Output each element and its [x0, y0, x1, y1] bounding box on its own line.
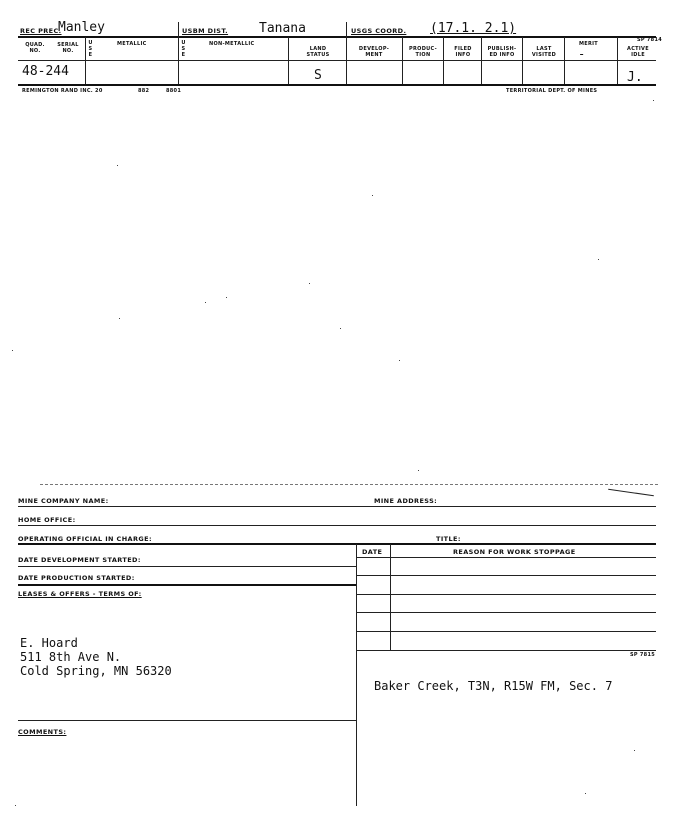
- card-edge-rule: [40, 484, 658, 485]
- leases-line-2: 511 8th Ave N.: [20, 650, 122, 664]
- dev-started-rule: [18, 566, 356, 567]
- mine-address-label: MINE ADDRESS:: [374, 497, 438, 505]
- stoppage-date-divider: [390, 544, 391, 650]
- department-imprint: TERRITORIAL DEPT. OF MINES: [506, 88, 598, 94]
- speck: [117, 165, 118, 166]
- form-number-top: SP 7814: [637, 37, 663, 43]
- speck: [340, 328, 341, 329]
- stoppage-row-rule: [356, 594, 656, 595]
- leases-label: LEASES & OFFERS - TERMS OF:: [18, 590, 142, 598]
- speck: [15, 805, 16, 806]
- active-idle-value: J.: [627, 70, 643, 85]
- col-merit: MERIT: [579, 41, 599, 47]
- mine-company-label: MINE COMPANY NAME:: [18, 497, 109, 505]
- comments-label: COMMENTS:: [18, 728, 67, 736]
- col-metallic: METALLIC: [117, 41, 147, 47]
- speck: [372, 195, 373, 196]
- operating-official-rule: [18, 543, 656, 545]
- speck: [309, 283, 310, 284]
- col-divider: [443, 37, 444, 84]
- speck: [12, 350, 13, 351]
- col-active-idle: ACTIVE IDLE: [627, 46, 649, 58]
- col-divider: [178, 22, 179, 84]
- home-office-label: HOME OFFICE:: [18, 516, 76, 524]
- speck: [205, 302, 206, 303]
- leases-line-3: Cold Spring, MN 56320: [20, 664, 172, 678]
- stoppage-left-border: [356, 544, 357, 806]
- header-bottom-rule: [18, 84, 656, 86]
- dev-started-label: DATE DEVELOPMENT STARTED:: [18, 556, 141, 564]
- usbm-dist-label: USBM DIST.: [182, 27, 229, 35]
- col-production: PRODUC- TION: [409, 46, 437, 58]
- col-divider: [288, 37, 289, 84]
- col-divider: [522, 37, 523, 84]
- stoppage-row-rule: [356, 650, 656, 651]
- col-land-status: LAND STATUS: [306, 46, 330, 58]
- merit-value: -: [578, 47, 586, 61]
- header-top-rule: [18, 36, 656, 38]
- col-quad-no: QUAD. NO.: [25, 42, 45, 54]
- speck: [226, 297, 227, 298]
- prod-started-rule: [18, 584, 356, 586]
- col-divider: [481, 37, 482, 84]
- speck: [418, 470, 419, 471]
- usbm-dist-value: Tanana: [259, 21, 306, 36]
- usgs-coord-label: USGS COORD.: [351, 27, 407, 35]
- stoppage-row-rule: [356, 612, 656, 613]
- speck: [585, 793, 586, 794]
- printer-code-2: 8801: [166, 88, 182, 94]
- header-mid-rule: [18, 60, 656, 61]
- speck: [119, 318, 120, 319]
- col-development: DEVELOP- MENT: [358, 46, 390, 58]
- speck: [653, 100, 654, 101]
- col-divider: [617, 37, 618, 84]
- stoppage-date-header: DATE: [362, 548, 383, 556]
- operating-official-label: OPERATING OFFICIAL IN CHARGE:: [18, 535, 152, 543]
- col-divider: [402, 37, 403, 84]
- col-published-info: PUBLISH- ED INFO: [487, 46, 517, 58]
- home-office-rule: [18, 525, 656, 526]
- mine-address-curve: [608, 489, 654, 496]
- printer-imprint: REMINGTON RAND INC. 20: [22, 88, 103, 94]
- leases-line-1: E. Hoard: [20, 636, 78, 650]
- col-divider: [346, 22, 347, 84]
- col-filed-info: FILED INFO: [454, 46, 472, 58]
- col-use-2: U S E: [181, 40, 186, 58]
- stoppage-reason-header: REASON FOR WORK STOPPAGE: [453, 548, 576, 556]
- form-number-bottom: SP 7815: [630, 652, 656, 658]
- col-non-metallic: NON-METALLIC: [209, 41, 255, 47]
- stoppage-row-rule: [356, 631, 656, 632]
- location-text: Baker Creek, T3N, R15W FM, Sec. 7: [374, 679, 613, 693]
- title-label: TITLE:: [436, 535, 461, 543]
- stoppage-row-rule: [356, 575, 656, 576]
- rec-prec-label: REC PREC.: [20, 27, 62, 35]
- printer-code-1: 882: [138, 88, 150, 94]
- speck: [634, 750, 635, 751]
- mine-company-rule: [18, 506, 656, 507]
- col-divider: [85, 37, 86, 84]
- speck: [399, 360, 400, 361]
- quad-serial-value: 48-244: [22, 64, 69, 79]
- col-last-visited: LAST VISITED: [531, 46, 557, 58]
- land-status-value: S: [314, 68, 322, 83]
- stoppage-row-rule: [356, 557, 656, 558]
- usgs-coord-value: (17.1. 2.1): [430, 21, 517, 36]
- rec-prec-value: Manley: [58, 20, 105, 35]
- speck: [598, 259, 599, 260]
- col-use-1: U S E: [88, 40, 93, 58]
- comments-rule: [18, 720, 356, 721]
- col-divider: [564, 37, 565, 84]
- col-serial-no: SERIAL NO.: [57, 42, 79, 54]
- prod-started-label: DATE PRODUCTION STARTED:: [18, 574, 135, 582]
